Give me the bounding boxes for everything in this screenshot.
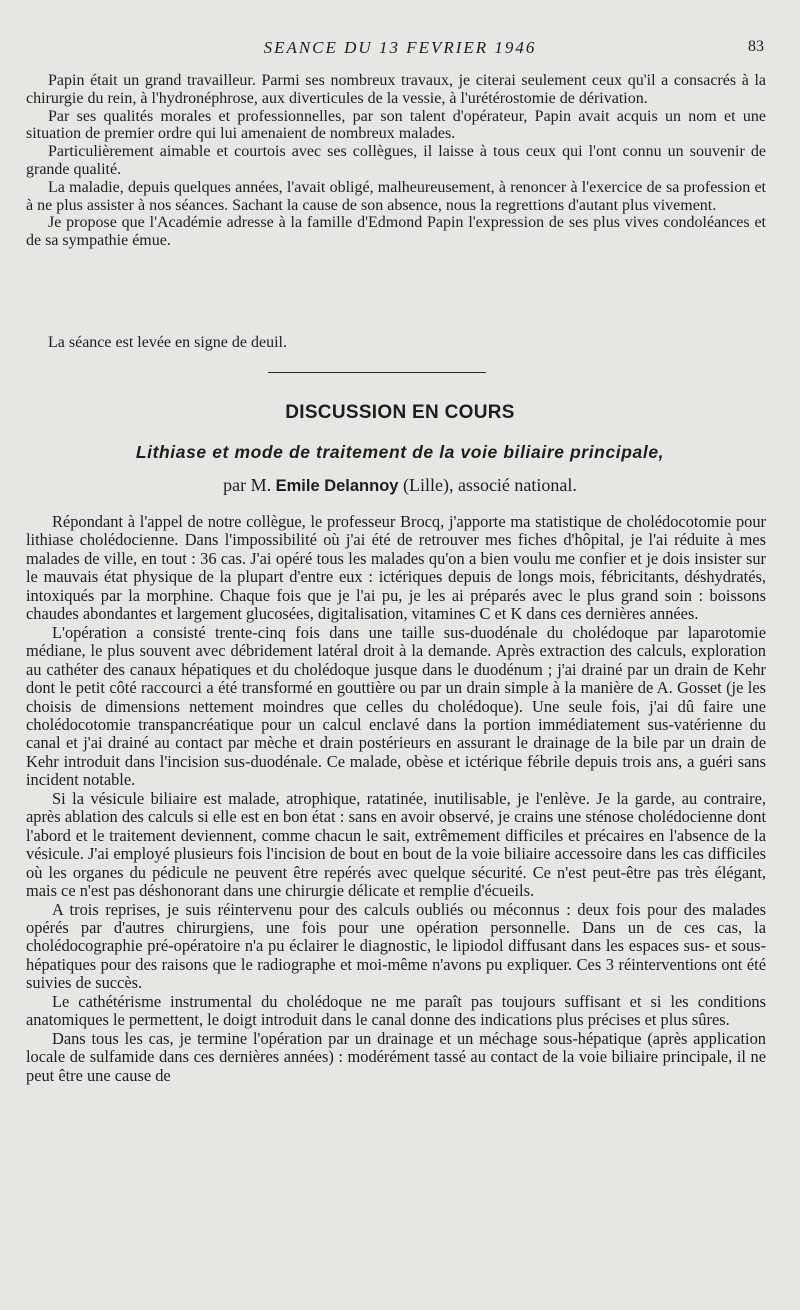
section-heading: DISCUSSION EN COURS [285,402,515,423]
byline-prefix: par M. [223,475,272,495]
page-number: 83 [748,38,764,55]
paragraph: Répondant à l'appel de notre collègue, le professeur Brocq, j'apporte ma statistique de cholédocotomie pour lithiase cholédocienne. Dans l'impossibilité où j'ai été de retrouver mes fiches d'hôpital, je l'ai réduite à mes malades de ville, en tout : 36 cas. J'ai opéré tous les malades qu'on a bien voulu me confier et je dois insister sur le mauvais état physique de la plupart d'entre eux : ictériques depuis de longs mois, fébricitants, déshydratés, intoxiqués par la morphine. Chaque fois que je l'ai pu, je les ai préparés avec le plus grand soin : boissons chaudes abondantes et largement glucosées, digitalisation, vitamines C et K dans ces dernières années. [26,512,766,624]
paragraph: Si la vésicule biliaire est malade, atrophique, ratatinée, inutilisable, je l'enlève. Je la garde, au contraire, après ablation des calculs si elle est en bon état : sans en avoir observé, je crains une sténose cholédocienne dont l'abord et le traitement deviennent, comme chacun le sait, extrêmement difficiles et précaires en l'absence de la vésicule. J'ai employé plusieurs fois l'incision de bout en bout de la voie biliaire accessoire dans les cas difficiles où les organes du pédicule ne peuvent être repérés avec quelque sécurité. Ce n'est peut-être pas très élégant, mais ce n'est pas déshonorant dans une chirurgie délicate et remplie d'écueils. [26,788,766,901]
paragraph: La maladie, depuis quelques années, l'avait obligé, malheureusement, à renoncer à l'exercice de sa profession et à ne plus assister à nos séances. Sachant la cause de son absence, nous la regrettions d'autant plus vivement. [26,178,766,214]
section-divider [268,372,486,373]
paragraph: Je propose que l'Académie adresse à la famille d'Edmond Papin l'expression de ses plus vives condoléances et de sa sympathie émue. [26,214,766,250]
paragraph: Par ses qualités morales et professionnelles, par son talent d'opérateur, Papin avait acquis un nom et une situation de premier ordre qui lui amenaient de nombreux malades. [26,107,766,143]
closing-block [26,334,766,352]
paragraph: L'opération a consisté trente-cinq fois dans une taille sus-duodénale du cholédoque par laparotomie médiane, le plus souvent avec débridement latéral droit à la demande. Après extraction des calculs, exploration au cathéter des canaux hépatiques et du cholédoque jusque dans le duodénum ; j'ai drainé par un drain de Kehr dont le petit côté raccourci a été transformé en gouttière ou par un drain simple à la manière de A. Gosset (je les choisis de dimensions nettement moindres que celles du cholédoque). Une seule fois, j'ai dû faire une cholédocotomie transpancréatique pour un calcul enclavé dans la portion immédiatement sus-vatérienne du canal et j'ai drainé au contact par mèche et drain postérieurs en assurant le drainage de la bile par un drain de Kehr introduit dans l'incision sus-duodénale. Ce malade, obèse et ictérique fébrile depuis trois ans, a guéri sans incident notable. [26,622,766,790]
paragraph: Dans tous les cas, je termine l'opération par un drainage et un méchage sous-hépatique (après application locale de sulfamide dans ces dernières années) : modérément tassé au contact de la voie biliaire principale, il ne peut être une cause de [26,1028,766,1085]
paragraph: Papin était un grand travailleur. Parmi ses nombreux travaux, je citerai seulement ceux qu'il a consacrés à la chirurgie du rein, à l'hydronéphrose, aux diverticules de la vessie, à l'urétérostomie de dérivation. [26,72,766,107]
byline-suffix: (Lille), associé national. [402,475,577,495]
paragraph: Particulièrement aimable et courtois avec ses collègues, il laisse à tous ceux qui l'ont connu un souvenir de grande qualité. [26,143,766,178]
running-head [0,38,800,60]
running-title: SEANCE DU 13 FEVRIER 1946 [263,38,537,57]
byline [0,475,800,496]
article-title: Lithiase et mode de traitement de la voie biliaire principale, [135,442,665,462]
author-name: Emile Delannoy [275,477,399,495]
closing-line: La séance est levée en signe de deuil. [48,334,287,351]
paragraph: Le cathétérisme instrumental du cholédoque ne me paraît pas toujours suffisant et si les conditions anatomiques le permettent, le doigt introduit dans le canal donne des indications plus précises et plus sûres. [26,991,766,1030]
tribute-text [26,72,766,250]
paragraph: A trois reprises, je suis réintervenu pour des calculs oubliés ou méconnus : deux fois pour des malades opérés par d'autres chirurgiens, une fois pour une opération personnelle. Dans un de ces cas, la cholédocographie pré-opératoire n'a pu éclairer le diagnostic, le lipiodol diffusant dans les espaces sus- et sous-hépatiques pour des raisons que le radiographe et moi-même n'avons pu expliquer. Ces 3 réinterventions ont été suivies de succès. [26,899,766,993]
article-body [26,513,766,1085]
